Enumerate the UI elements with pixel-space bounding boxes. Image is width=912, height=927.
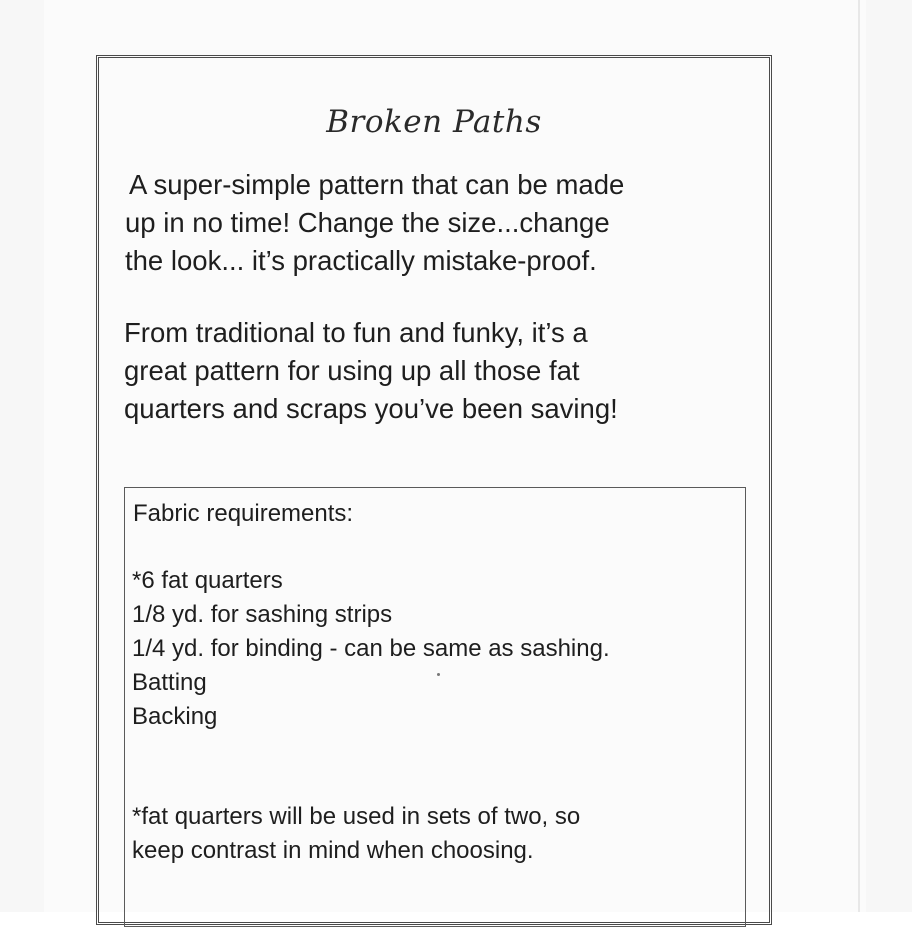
description-line: quarters and scraps you’ve been saving!	[124, 393, 618, 424]
fabric-item: 1/4 yd. for binding - can be same as sashing.	[132, 635, 610, 662]
intro-line: the look... it’s practically mistake-proof.	[125, 245, 597, 276]
fabric-item: Backing	[132, 703, 218, 730]
intro-paragraph	[125, 166, 624, 280]
description-line: From traditional to fun and funky, it’s a	[124, 317, 588, 348]
description-paragraph	[124, 314, 618, 428]
fabric-note	[132, 800, 580, 868]
fabric-list	[132, 564, 610, 734]
fabric-item: 1/8 yd. for sashing strips	[132, 601, 393, 628]
paper-edge	[858, 0, 860, 912]
description-line: great pattern for using up all those fat	[124, 355, 580, 386]
intro-line: A super-simple pattern that can be made	[129, 169, 625, 200]
fabric-requirements-heading: Fabric requirements:	[133, 500, 354, 527]
fabric-note-line: keep contrast in mind when choosing.	[132, 837, 534, 864]
intro-line: up in no time! Change the size...change	[125, 207, 610, 238]
pattern-title: Broken Paths	[326, 104, 542, 140]
fabric-item: *6 fat quarters	[132, 567, 283, 594]
fabric-note-line: *fat quarters will be used in sets of two, so	[132, 803, 581, 830]
paper-speck	[437, 673, 440, 676]
fabric-item: Batting	[132, 669, 207, 696]
